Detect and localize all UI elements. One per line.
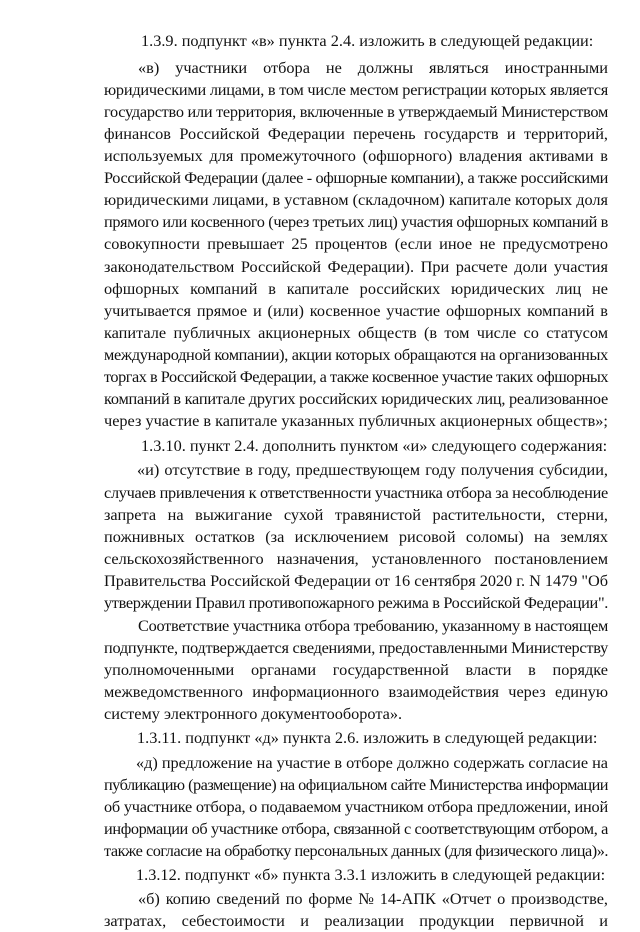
- text-line-content: юридическими лицами, в том числе местом регистрации которых является: [104, 80, 608, 99]
- text-line: [0, 410, 640, 432]
- text-line-content: Российской Федерации (далее - офшорные компании), а также российскими: [104, 168, 608, 187]
- text-line-content: сельскохозяйственного назначения, установленного постановлением: [104, 549, 608, 568]
- text-line: [0, 774, 640, 796]
- text-line: [0, 910, 640, 932]
- text-line-content: информации об участнике отбора, связанной с соответствующим отбором, а: [104, 819, 608, 838]
- text-line: [0, 123, 640, 145]
- text-line: [0, 57, 640, 79]
- text-line-content: «в) участники отбора не должны являться иностранными: [138, 58, 608, 77]
- text-line-content: Соответствие участника отбора требованию, указанному в настоящем: [138, 616, 608, 635]
- text-line: [0, 101, 640, 123]
- text-line-content: систему электронного документооборота».: [104, 704, 403, 723]
- text-line: [0, 504, 640, 526]
- text-line: [0, 888, 640, 910]
- text-line-content: «д) предложение на участие в отборе должно содержать согласие на: [136, 753, 608, 772]
- text-line-content: «б) копию сведений по форме № 14-АПК «Отчет о производстве,: [138, 889, 608, 908]
- text-line: [0, 526, 640, 548]
- text-line: [0, 300, 640, 322]
- text-line-content: 1.3.11. подпункт «д» пункта 2.6. изложить в следующей редакции:: [137, 728, 598, 747]
- text-line: [0, 388, 640, 410]
- text-line: [0, 79, 640, 101]
- text-line: [0, 659, 640, 681]
- text-line-content: используемых для промежуточного (офшорного) владения активами в: [104, 146, 608, 165]
- text-line-content: также согласие на обработку персональных данных (для физического лица)».: [104, 841, 608, 860]
- text-line: [0, 681, 640, 703]
- text-line: [0, 167, 640, 189]
- text-line-content: компаний в капитале других российских юридических лиц, реализованное: [104, 389, 608, 408]
- text-line-content: 1.3.10. пункт 2.4. дополнить пунктом «и» следующего содержания:: [141, 436, 608, 455]
- text-line-content: офшорных компаний в капитале российских юридических лиц не: [104, 279, 608, 298]
- text-line: [0, 548, 640, 570]
- text-line: [0, 459, 640, 481]
- text-line: [0, 189, 640, 211]
- text-line-content: капитале публичных акционерных обществ (в том числе со статусом: [104, 323, 608, 342]
- text-line-content: затратах, себестоимости и реализации продукции первичной и: [104, 911, 608, 930]
- text-line: [0, 864, 640, 886]
- text-line: [0, 233, 640, 255]
- text-line: [0, 637, 640, 659]
- text-line-content: утверждении Правил противопожарного режима в Российской Федерации".: [104, 593, 608, 612]
- text-line-content: законодательством Российской Федерации). При расчете доли участия: [104, 257, 608, 276]
- text-line: [0, 727, 640, 749]
- text-line-content: 1.3.9. подпункт «в» пункта 2.4. изложить в следующей редакции:: [141, 31, 594, 50]
- text-line-content: 1.3.12. подпункт «б» пункта 3.3.1 изложить в следующей редакции:: [136, 865, 606, 884]
- text-line-content: совокупности превышает 25 процентов (если иное не предусмотрено: [104, 234, 608, 253]
- text-line-content: подпункте, подтверждается сведениями, предоставленными Министерству: [104, 638, 608, 657]
- text-line: [0, 211, 640, 233]
- text-line-content: публикацию (размещение) на официальном сайте Министерства информации: [104, 775, 608, 794]
- text-line-content: государство или территория, включенные в утверждаемый Министерством: [104, 102, 608, 121]
- text-line: [0, 435, 640, 457]
- text-line-content: юридическими лицами, в уставном (складочном) капитале которых доля: [104, 190, 609, 209]
- text-line: [0, 752, 640, 774]
- text-line: [0, 344, 640, 366]
- text-line-content: об участнике отбора, о подаваемом участником отбора предложении, иной: [104, 797, 608, 816]
- text-line: [0, 796, 640, 818]
- text-line: [0, 482, 640, 504]
- text-line-content: торгах в Российской Федерации, а также косвенное участие таких офшорных: [104, 367, 608, 386]
- text-line-content: Правительства Российской Федерации от 16 сентября 2020 г. N 1479 "Об: [104, 571, 608, 590]
- text-line: [0, 256, 640, 278]
- text-line: [0, 278, 640, 300]
- text-line-content: «и) отсутствие в году, предшествующем году получения субсидии,: [137, 460, 608, 479]
- text-line: [0, 840, 640, 862]
- text-line-content: финансов Российской Федерации перечень государств и территорий,: [104, 124, 608, 143]
- text-line-content: через участие в капитале указанных публичных акционерных обществ»;: [104, 411, 608, 430]
- text-line: [0, 145, 640, 167]
- text-line: [0, 30, 640, 52]
- text-line-content: межведомственного информационного взаимодействия через единую: [104, 682, 608, 701]
- text-line: [0, 818, 640, 840]
- text-line: [0, 703, 640, 725]
- text-line-content: международной компании), акции которых обращаются на организованных: [104, 345, 608, 364]
- text-line: [0, 366, 640, 388]
- text-line: [0, 615, 640, 637]
- text-line-content: уполномоченными органами государственной власти в порядке: [104, 660, 608, 679]
- text-line: [0, 570, 640, 592]
- text-line-content: учитывается прямое и (или) косвенное участие офшорных компаний в: [104, 301, 608, 320]
- text-line-content: прямого или косвенного (через третьих лиц) участия офшорных компаний в: [104, 212, 608, 231]
- text-line-content: случаев привлечения к ответственности участника отбора за несоблюдение: [104, 483, 608, 502]
- text-line: [0, 322, 640, 344]
- text-line-content: запрета на выжигание сухой травянистой растительности, стерни,: [104, 505, 608, 524]
- text-line-content: пожнивных остатков (за исключением рисовой соломы) на землях: [104, 527, 608, 546]
- text-line: [0, 592, 640, 614]
